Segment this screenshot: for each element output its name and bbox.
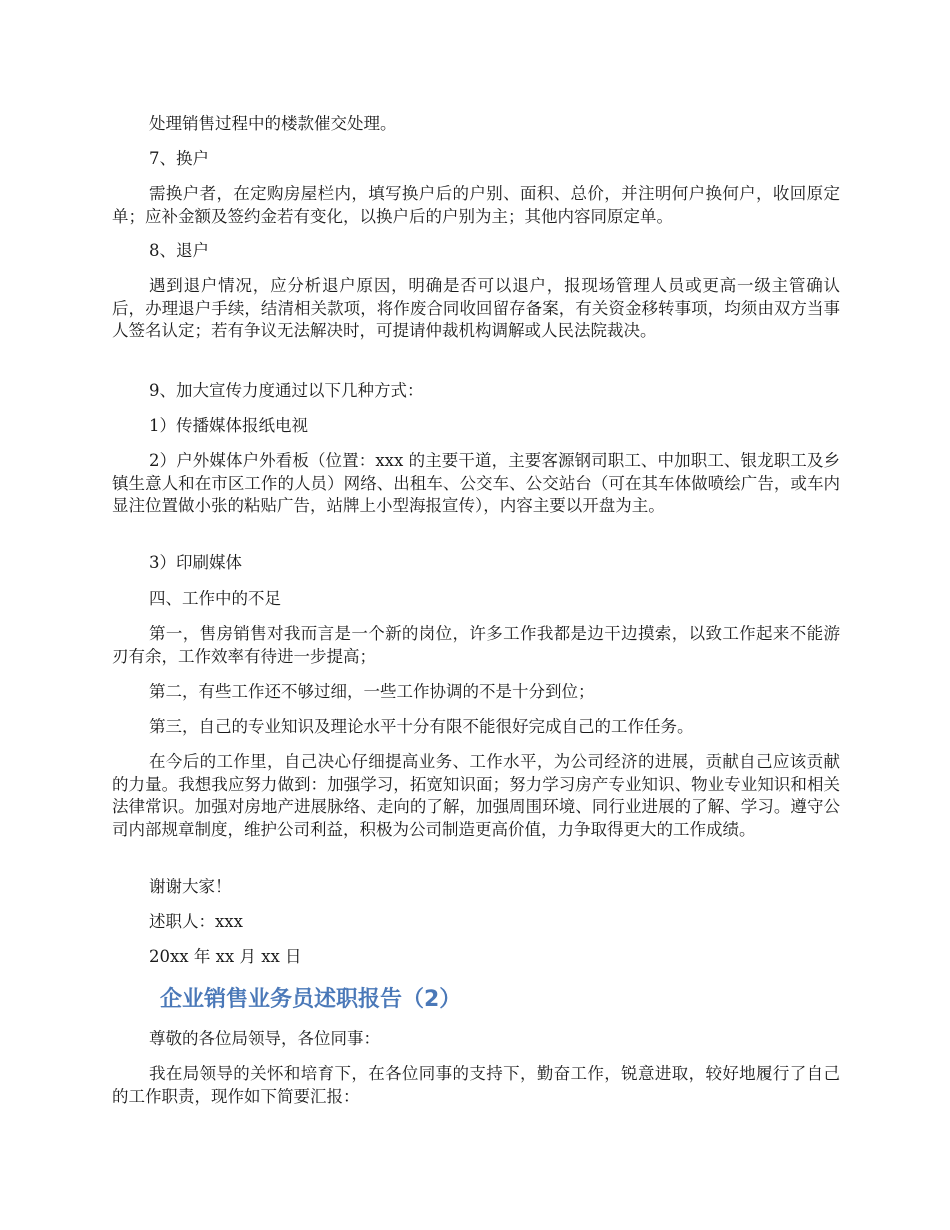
section-title-shortcomings: 四、工作中的不足: [149, 589, 281, 608]
paragraph-shortcoming-third: 第三，自己的专业知识及理论水平十分有限不能很好完成自己的工作任务。: [149, 717, 694, 736]
paragraph-salutation: 尊敬的各位局领导，各位同事：: [149, 1029, 380, 1048]
paragraph-payment-handling: 处理销售过程中的楼款催交处理。: [149, 114, 397, 133]
paragraph-thanks: 谢谢大家！: [149, 877, 232, 896]
paragraph-intro: 我在局领导的关怀和培育下，在各位同事的支持下，勤奋工作，锐意进取，较好地履行了自己的工作职责，现作如下简要汇报：: [112, 1064, 840, 1106]
paragraph-shortcoming-first: 第一，售房销售对我而言是一个新的岗位，许多工作我都是边干边摸索，以致工作起来不能游刃有余，工作效率有待进一步提高；: [112, 624, 840, 666]
paragraph-shortcoming-second: 第二，有些工作还不够过细，一些工作协调的不是十分到位；: [149, 682, 595, 701]
section-title-exchange: 7、换户: [149, 149, 209, 168]
list-item-broadcast-media: 1）传播媒体报纸电视: [149, 416, 308, 435]
list-item-print-media: 3）印刷媒体: [149, 553, 242, 572]
list-item-outdoor-media: 2）户外媒体户外看板（位置：xxx 的主要干道，主要客源钢司职工、中加职工、银龙职工及乡镇生意人和在市区工作的人员）网络、出租车、公交车、公交站台（可在其车体做喷绘广告，或车内显注位置做小张的粘贴广告，站牌上小型海报宣传），内容主要以开盘为主。: [112, 451, 840, 515]
paragraph-date: 20xx 年 xx 月 xx 日: [149, 947, 302, 966]
paragraph-cancellation: 遇到退户情况，应分析退户原因，明确是否可以退户，报现场管理人员或更高一级主管确认后，办理退户手续，结清相关款项，将作废合同收回留存备案，有关资金移转事项，均须由双方当事人签名认定；若有争议无法解决时，可提请仲裁机构调解或人民法院裁决。: [112, 276, 840, 340]
paragraph-reporter: 述职人：xxx: [149, 912, 243, 931]
section-title-cancellation: 8、退户: [149, 241, 209, 260]
section-title-promotion: 9、加大宣传力度通过以下几种方式：: [149, 381, 424, 400]
report-heading: 企业销售业务员述职报告（2）: [160, 987, 462, 1012]
paragraph-future-plan: 在今后的工作里，自己决心仔细提高业务、工作水平，为公司经济的进展，贡献自己应该贡献的力量。我想我应努力做到：加强学习，拓宽知识面；努力学习房产专业知识、物业专业知识和相关法律常识。加强对房地产进展脉络、走向的了解，加强周围环境、同行业进展的了解、学习。遵守公司内部规章制度，维护公司利益，积极为公司制造更高价值，力争取得更大的工作成绩。: [112, 752, 840, 839]
paragraph-exchange: 需换户者，在定购房屋栏内，填写换户后的户别、面积、总价，并注明何户换何户，收回原定单；应补金额及签约金若有变化，以换户后的户别为主；其他内容同原定单。: [112, 184, 840, 226]
